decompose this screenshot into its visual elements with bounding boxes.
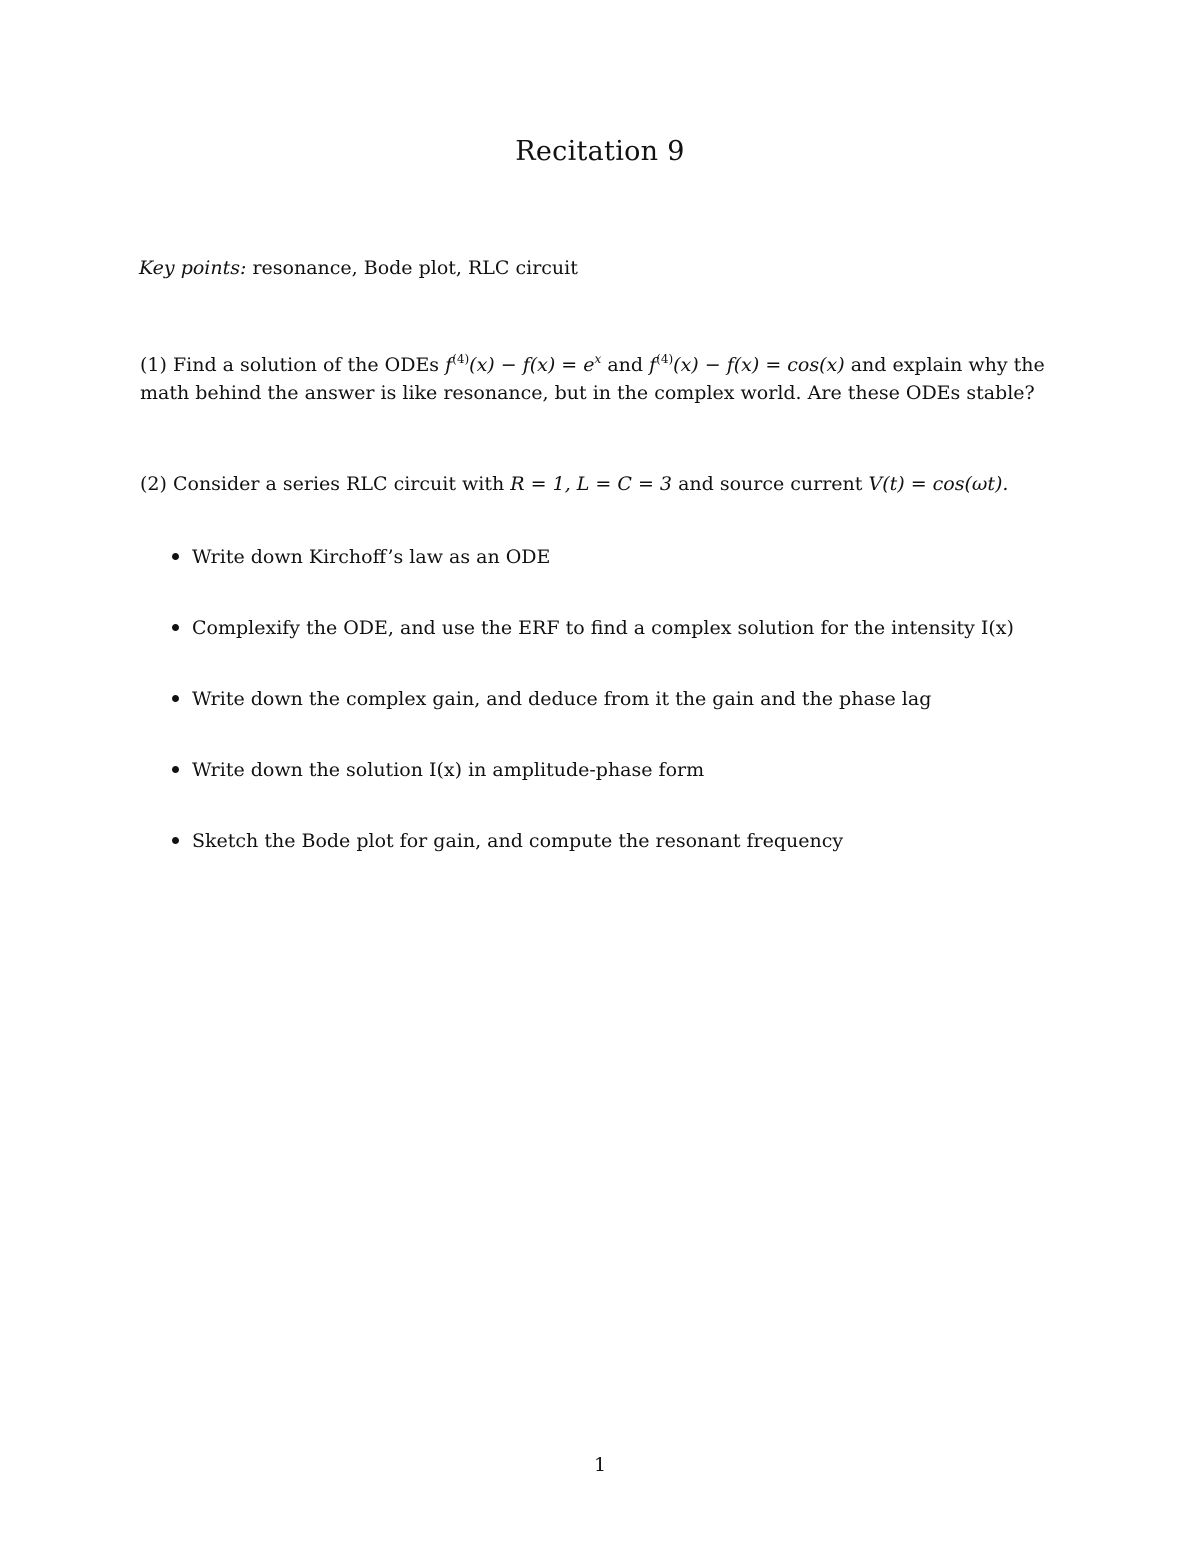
- problem-2-text: Consider a series RLC circuit with: [172, 473, 505, 495]
- eq1-f: f: [445, 354, 453, 376]
- problem-1: [140, 351, 1065, 407]
- problem-1-text-a: Find a solution of the ODEs: [172, 354, 440, 376]
- bullet-item: [172, 617, 1014, 639]
- page-title: Recitation 9: [515, 136, 685, 167]
- problem-2-text-mid: and source current: [678, 473, 863, 495]
- page-number: 1: [593, 1454, 607, 1476]
- bullet-text: Sketch the Bode plot for gain, and compute the resonant frequency: [192, 830, 844, 852]
- and-word: and: [607, 354, 644, 376]
- bullet-text: Write down the solution I(x) in amplitude-phase form: [192, 759, 705, 781]
- key-points-label: Key points:: [139, 257, 247, 279]
- key-points-text: resonance, Bode plot, RLC circuit: [252, 257, 578, 279]
- problem-2-math-V: V(t) = cos(ωt).: [868, 473, 1009, 495]
- bullet-dot-icon: [172, 837, 179, 844]
- bullet-item: [172, 546, 550, 568]
- eq2-sup: (4): [656, 352, 674, 366]
- bullet-dot-icon: [172, 766, 179, 773]
- problem-2: [140, 470, 1065, 498]
- bullet-item: [172, 830, 843, 852]
- bullet-text: Write down the complex gain, and deduce from it the gain and the phase lag: [192, 688, 932, 710]
- eq2-f: f: [649, 354, 657, 376]
- eq2-rest: (x) − f(x) = cos(x): [673, 354, 845, 376]
- problem-1-number: (1): [140, 354, 167, 376]
- bullet-text: Write down Kirchoff’s law as an ODE: [192, 546, 551, 568]
- eq1-rest: (x) − f(x) = e: [469, 354, 595, 376]
- bullet-item: [172, 688, 931, 710]
- bullet-dot-icon: [172, 695, 179, 702]
- problem-1-text-b: and explain why the math behind the answer is like resonance, but in the complex world. Are these ODEs stable?: [140, 354, 1045, 404]
- bullet-text: Complexify the ODE, and use the ERF to find a complex solution for the intensity I(x): [192, 617, 1014, 639]
- eq1-exp: x: [594, 352, 602, 366]
- bullet-dot-icon: [172, 553, 179, 560]
- problem-2-math-R: R = 1, L = C = 3: [510, 473, 673, 495]
- equation-1: [445, 354, 601, 376]
- bullet-dot-icon: [172, 624, 179, 631]
- eq1-sup: (4): [452, 352, 470, 366]
- problem-2-number: (2): [140, 473, 167, 495]
- equation-2: [649, 354, 845, 376]
- bullet-item: [172, 759, 704, 781]
- key-points: [139, 257, 578, 279]
